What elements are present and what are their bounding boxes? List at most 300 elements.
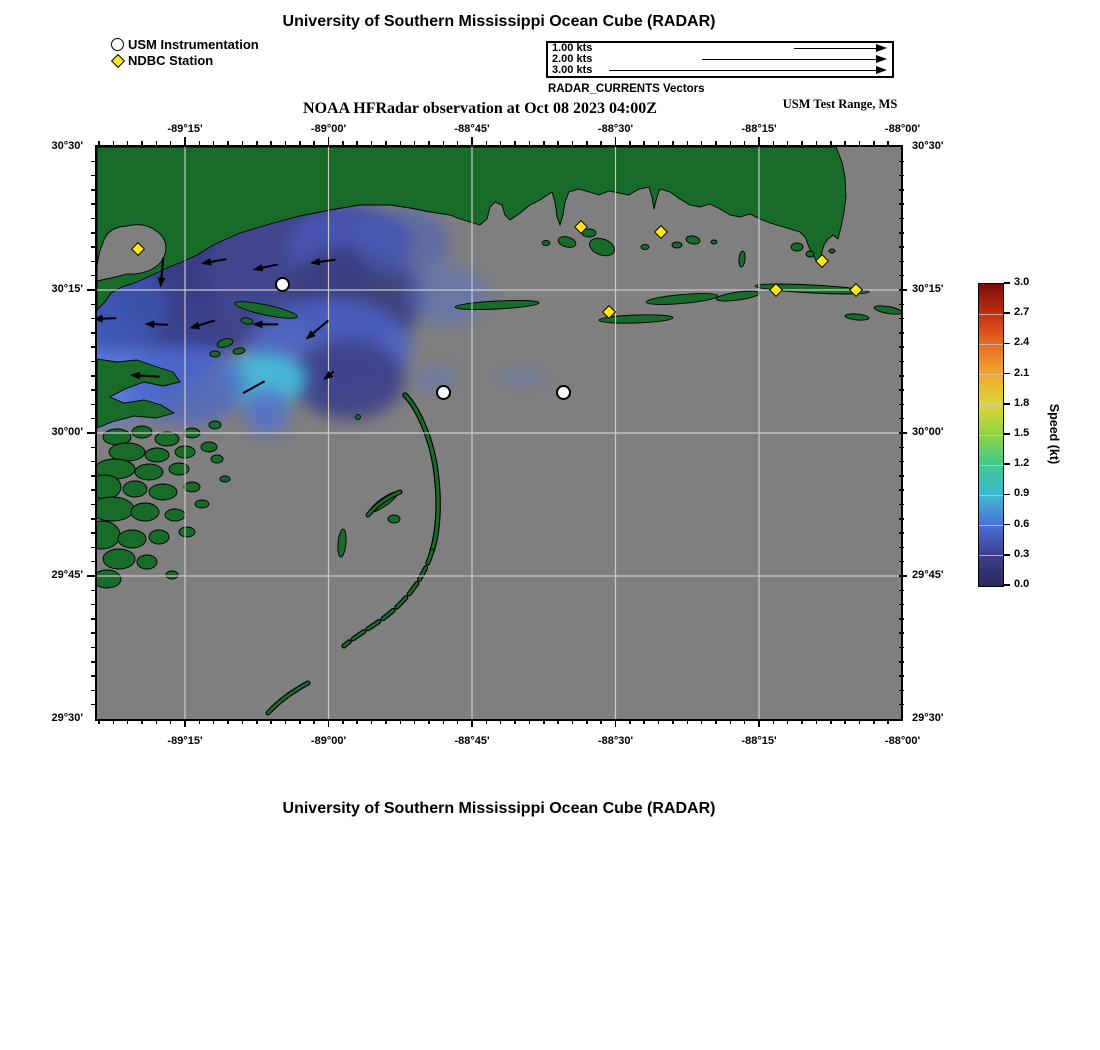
lon-tick xyxy=(486,719,488,724)
marsh-island xyxy=(195,500,209,508)
lon-tick xyxy=(687,141,689,146)
current-vector xyxy=(318,260,336,262)
lon-tick xyxy=(170,719,172,724)
lon-tick xyxy=(443,719,445,724)
lon-tick xyxy=(170,141,172,146)
lat-tick xyxy=(899,432,907,434)
lon-tick xyxy=(672,141,674,146)
lon-tick xyxy=(701,719,703,724)
lon-tick xyxy=(844,141,846,146)
lat-tick xyxy=(899,189,904,191)
lat-tick-label: 30°00' xyxy=(51,426,83,438)
current-vector-head-icon xyxy=(252,321,262,329)
scale-2kt-arrow-head-icon xyxy=(876,55,887,63)
lon-tick-label: -88°30' xyxy=(597,123,634,135)
current-vector xyxy=(209,259,226,262)
lon-tick xyxy=(816,141,818,146)
island xyxy=(356,415,361,420)
scale-1kt-label: 1.00 kts xyxy=(552,42,593,54)
lon-tick xyxy=(141,141,143,146)
lon-tick-label: -88°15' xyxy=(741,735,777,747)
colorbar-tick xyxy=(1004,584,1010,586)
island xyxy=(738,251,745,267)
lat-tick xyxy=(87,289,95,291)
usm-instrumentation-legend-label: USM Instrumentation xyxy=(128,37,259,52)
scale-1kt-arrow-line xyxy=(794,48,877,49)
lat-tick xyxy=(899,489,904,491)
lon-tick xyxy=(199,141,201,146)
lat-tick xyxy=(899,289,907,291)
lat-tick xyxy=(91,532,96,534)
lon-tick xyxy=(529,141,531,146)
lat-tick xyxy=(899,203,904,205)
island xyxy=(845,313,869,321)
colorbar-tick xyxy=(1004,373,1010,375)
lat-tick xyxy=(91,690,96,692)
island xyxy=(210,351,220,357)
lon-tick xyxy=(313,719,315,724)
lat-tick xyxy=(91,647,96,649)
lat-tick-label: 30°30' xyxy=(912,140,944,152)
lon-tick xyxy=(127,719,129,724)
lon-tick xyxy=(859,719,861,724)
lon-tick xyxy=(658,141,660,146)
lon-tick xyxy=(672,719,674,724)
lon-tick xyxy=(514,141,516,146)
lat-tick xyxy=(91,447,96,449)
lon-tick xyxy=(256,141,258,146)
scale-3kt-label: 3.00 kts xyxy=(552,64,593,76)
current-vector xyxy=(243,381,265,393)
marsh-island xyxy=(149,484,177,500)
lon-tick xyxy=(342,719,344,724)
colorbar-tick-label: 1.2 xyxy=(1014,457,1030,470)
island xyxy=(241,317,254,325)
current-vector xyxy=(101,318,117,319)
lat-tick xyxy=(91,661,96,663)
lon-tick xyxy=(600,141,602,146)
vector-scale-caption: RADAR_CURRENTS Vectors xyxy=(548,83,705,95)
lat-tick xyxy=(87,575,95,577)
current-vector-head-icon xyxy=(144,320,154,328)
lon-tick xyxy=(658,719,660,724)
lon-tick xyxy=(572,719,574,724)
page-title: University of Southern Mississippi Ocean Cube (RADAR) xyxy=(282,13,716,30)
lat-tick-label: 30°00' xyxy=(912,426,944,438)
lat-tick xyxy=(899,175,904,177)
marsh-island xyxy=(118,530,146,548)
lon-tick xyxy=(457,719,459,724)
lon-tick xyxy=(400,719,402,724)
island xyxy=(711,240,717,244)
footer-title: University of Southern Mississippi Ocean Cube (RADAR) xyxy=(282,800,716,817)
lat-tick xyxy=(91,461,96,463)
lat-tick xyxy=(91,175,96,177)
colorbar-tick xyxy=(1004,282,1010,284)
speed-colorbar xyxy=(978,283,1004,587)
marsh-island xyxy=(169,463,189,475)
lon-tick xyxy=(227,141,229,146)
lon-tick xyxy=(787,719,789,724)
colorbar-tick-label: 2.7 xyxy=(1014,306,1030,319)
lon-tick xyxy=(313,141,315,146)
lon-tick xyxy=(557,719,559,724)
marsh-island xyxy=(220,476,230,482)
lon-tick xyxy=(687,719,689,724)
lat-tick xyxy=(899,375,904,377)
colorbar-tick xyxy=(1004,343,1010,345)
island xyxy=(672,242,682,248)
lat-tick xyxy=(899,675,904,677)
ndbc-station-legend-icon xyxy=(111,54,125,68)
marsh-island xyxy=(131,503,159,521)
observation-subtitle: NOAA HFRadar observation at Oct 08 2023 04:00Z xyxy=(303,100,657,117)
lon-tick xyxy=(572,141,574,146)
colorbar-tick xyxy=(1004,524,1010,526)
lon-tick xyxy=(471,137,473,145)
marsh-island xyxy=(179,527,195,537)
island xyxy=(337,529,347,558)
lat-tick-label: 30°30' xyxy=(51,140,83,152)
lat-tick xyxy=(91,418,96,420)
lat-tick xyxy=(91,404,96,406)
lat-tick xyxy=(899,532,904,534)
chandeleur-islands xyxy=(268,395,438,713)
current-vector-head-icon xyxy=(310,258,320,266)
marsh-island xyxy=(209,421,221,429)
lon-tick xyxy=(586,141,588,146)
lon-tick xyxy=(615,137,617,145)
marsh-island xyxy=(97,521,120,549)
lon-tick xyxy=(98,141,100,146)
lon-tick xyxy=(299,719,301,724)
colorbar-tick-label: 0.6 xyxy=(1014,517,1030,530)
current-vector xyxy=(138,375,160,376)
lat-tick xyxy=(91,203,96,205)
lon-tick xyxy=(600,719,602,724)
map-area[interactable] xyxy=(51,123,944,747)
lon-tick xyxy=(199,719,201,724)
island xyxy=(233,347,246,355)
lon-tick xyxy=(643,141,645,146)
marsh-island xyxy=(135,464,163,480)
marsh-island xyxy=(109,443,145,461)
colorbar-gridline xyxy=(979,404,1003,405)
lon-tick xyxy=(371,719,373,724)
island xyxy=(388,515,400,523)
lat-tick xyxy=(91,704,96,706)
lat-tick xyxy=(91,304,96,306)
lat-tick xyxy=(899,361,904,363)
ndbc-station-legend-label: NDBC Station xyxy=(128,53,214,68)
lat-tick xyxy=(91,675,96,677)
lat-tick xyxy=(899,346,904,348)
lon-tick xyxy=(873,141,875,146)
lat-tick xyxy=(91,246,96,248)
lon-tick xyxy=(457,141,459,146)
marsh-island xyxy=(155,432,179,446)
colorbar-gridline xyxy=(979,374,1003,375)
lat-tick-label: 30°15' xyxy=(51,283,83,295)
usm-instrumentation-legend-icon xyxy=(111,38,124,51)
colorbar-tick xyxy=(1004,494,1010,496)
lon-tick xyxy=(471,719,473,727)
lat-tick xyxy=(87,432,95,434)
lon-tick-label: -89°00' xyxy=(310,735,347,747)
lon-tick-label: -89°15' xyxy=(167,123,203,135)
lon-tick xyxy=(500,719,502,724)
current-vector-head-icon xyxy=(253,264,264,271)
lon-tick xyxy=(256,719,258,724)
lat-tick xyxy=(899,332,904,334)
marsh-island xyxy=(137,555,157,569)
lon-tick xyxy=(730,719,732,724)
lon-tick xyxy=(543,141,545,146)
lat-tick xyxy=(899,647,904,649)
colorbar-gridline xyxy=(979,344,1003,345)
lon-tick xyxy=(758,719,760,727)
usm-instrumentation-marker[interactable] xyxy=(275,277,290,292)
island xyxy=(874,304,901,316)
lat-tick-label: 29°45' xyxy=(51,569,83,581)
current-vector-head-icon xyxy=(201,258,212,265)
lat-tick xyxy=(91,389,96,391)
lon-tick xyxy=(543,719,545,724)
colorbar-tick xyxy=(1004,403,1010,405)
lat-tick xyxy=(899,504,904,506)
island xyxy=(455,299,539,311)
lat-tick xyxy=(899,418,904,420)
lon-tick xyxy=(443,141,445,146)
lon-tick-label: -89°15' xyxy=(167,735,203,747)
marsh-island xyxy=(211,455,223,463)
colorbar-gridline xyxy=(979,314,1003,315)
colorbar-gridline xyxy=(979,555,1003,556)
lon-tick-label: -89°00' xyxy=(310,123,347,135)
lon-tick xyxy=(500,141,502,146)
lon-tick xyxy=(715,719,717,724)
lon-tick xyxy=(113,719,115,724)
lat-tick xyxy=(91,232,96,234)
lat-tick xyxy=(91,361,96,363)
colorbar-gridline xyxy=(979,435,1003,436)
colorbar-tick xyxy=(1004,312,1010,314)
scale-1kt-arrow-head-icon xyxy=(876,44,887,52)
lon-tick xyxy=(873,719,875,724)
lon-tick xyxy=(127,141,129,146)
lon-tick xyxy=(758,137,760,145)
colorbar-tick-label: 0.3 xyxy=(1014,547,1030,560)
lat-tick xyxy=(91,218,96,220)
lat-tick xyxy=(91,618,96,620)
lon-tick xyxy=(270,719,272,724)
lat-tick-label: 29°30' xyxy=(51,712,83,724)
lat-tick-label: 29°30' xyxy=(912,712,944,724)
colorbar-tick-label: 0.9 xyxy=(1014,487,1030,500)
lon-tick xyxy=(514,719,516,724)
lon-tick xyxy=(227,719,229,724)
scale-2kt-label: 2.00 kts xyxy=(552,53,593,65)
colorbar-gridline xyxy=(979,525,1003,526)
lon-tick xyxy=(744,719,746,724)
lon-tick xyxy=(730,141,732,146)
lat-tick xyxy=(899,518,904,520)
colorbar-title: Speed (kt) xyxy=(1047,403,1061,465)
scale-2kt-arrow-line xyxy=(702,59,877,60)
lat-tick xyxy=(899,604,904,606)
lon-tick-label: -88°00' xyxy=(884,123,921,135)
island xyxy=(829,249,835,253)
lat-tick xyxy=(899,704,904,706)
lon-tick xyxy=(801,719,803,724)
scale-3kt-arrow-head-icon xyxy=(876,66,887,74)
lat-tick xyxy=(899,590,904,592)
marsh-island xyxy=(184,482,200,492)
current-vector-head-icon xyxy=(97,315,103,323)
lat-tick xyxy=(899,261,904,263)
lon-tick xyxy=(859,141,861,146)
lon-tick xyxy=(213,141,215,146)
lon-tick-label: -88°45' xyxy=(454,735,490,747)
lon-tick xyxy=(529,719,531,724)
island xyxy=(685,235,700,245)
marsh-island xyxy=(103,549,135,569)
lat-tick xyxy=(899,661,904,663)
marsh-island xyxy=(149,530,169,544)
lat-tick xyxy=(899,304,904,306)
current-vector xyxy=(197,320,215,325)
marsh-island xyxy=(165,509,185,521)
colorbar-tick-label: 0.0 xyxy=(1014,578,1030,590)
lon-tick xyxy=(773,719,775,724)
lat-tick xyxy=(91,518,96,520)
marsh-island xyxy=(97,570,121,588)
lon-tick xyxy=(715,141,717,146)
colorbar-tick-label: 1.5 xyxy=(1014,427,1030,439)
lon-tick xyxy=(213,719,215,724)
scale-3kt-arrow-line xyxy=(609,70,877,71)
lon-tick xyxy=(486,141,488,146)
lat-tick xyxy=(91,632,96,634)
lat-tick xyxy=(91,561,96,563)
lon-tick xyxy=(830,719,832,724)
lat-tick xyxy=(899,690,904,692)
lat-tick xyxy=(91,346,96,348)
lat-tick xyxy=(899,547,904,549)
vector-scale-box xyxy=(546,41,894,78)
lon-tick xyxy=(285,719,287,724)
lat-tick-label: 30°15' xyxy=(912,283,944,295)
lon-tick xyxy=(414,141,416,146)
lat-tick xyxy=(899,618,904,620)
lon-tick xyxy=(557,141,559,146)
lon-tick-label: -88°45' xyxy=(454,123,490,135)
lon-tick xyxy=(629,719,631,724)
lat-tick xyxy=(899,218,904,220)
lon-tick xyxy=(887,719,889,724)
colorbar-tick xyxy=(1004,463,1010,465)
lon-tick xyxy=(113,141,115,146)
lat-tick xyxy=(899,561,904,563)
lat-tick xyxy=(899,389,904,391)
lon-tick xyxy=(156,719,158,724)
lat-tick xyxy=(91,504,96,506)
lat-tick xyxy=(91,189,96,191)
marsh-arm xyxy=(97,359,180,428)
island xyxy=(542,241,550,246)
lon-tick xyxy=(156,141,158,146)
lon-tick xyxy=(342,141,344,146)
lon-tick xyxy=(629,141,631,146)
lon-tick xyxy=(242,141,244,146)
lon-tick xyxy=(801,141,803,146)
marsh-island xyxy=(201,442,217,452)
lat-tick xyxy=(899,232,904,234)
marsh-island xyxy=(166,571,178,579)
lon-tick xyxy=(184,719,186,727)
lon-tick xyxy=(844,719,846,724)
lat-tick xyxy=(91,475,96,477)
map-canvas[interactable] xyxy=(97,147,901,719)
current-vector-head-icon xyxy=(158,277,166,287)
lon-tick xyxy=(356,141,358,146)
island xyxy=(806,251,814,257)
lat-tick xyxy=(899,461,904,463)
island xyxy=(641,245,649,250)
colorbar-tick xyxy=(1004,433,1010,435)
lon-tick xyxy=(701,141,703,146)
marsh-island xyxy=(132,426,152,438)
lon-tick xyxy=(328,719,330,727)
lat-tick xyxy=(91,261,96,263)
lat-tick xyxy=(91,489,96,491)
lon-tick xyxy=(371,141,373,146)
colorbar-tick-label: 1.8 xyxy=(1014,396,1030,409)
coastline-layer xyxy=(97,147,901,719)
lat-tick xyxy=(91,332,96,334)
lon-tick xyxy=(428,141,430,146)
colorbar-tick-label: 2.1 xyxy=(1014,366,1030,379)
marsh-islands xyxy=(97,421,230,588)
island xyxy=(791,243,803,251)
lon-tick xyxy=(270,141,272,146)
test-range-label: USM Test Range, MS xyxy=(782,97,898,111)
colorbar-gridline xyxy=(979,465,1003,466)
marsh-island xyxy=(145,448,169,462)
lat-tick xyxy=(899,318,904,320)
island xyxy=(216,337,234,349)
lon-tick xyxy=(385,719,387,724)
current-vector xyxy=(152,324,168,325)
lon-tick xyxy=(787,141,789,146)
lon-tick xyxy=(428,719,430,724)
lon-tick xyxy=(385,141,387,146)
lat-tick xyxy=(899,575,907,577)
lon-tick xyxy=(328,137,330,145)
lat-tick xyxy=(91,375,96,377)
colorbar-tick xyxy=(1004,554,1010,556)
lon-tick xyxy=(744,141,746,146)
lat-tick xyxy=(91,590,96,592)
lon-tick xyxy=(586,719,588,724)
current-vector xyxy=(261,264,278,268)
lon-tick xyxy=(830,141,832,146)
lon-tick-label: -88°00' xyxy=(884,735,921,747)
island xyxy=(587,235,617,259)
lon-tick xyxy=(400,141,402,146)
lat-tick xyxy=(899,246,904,248)
lon-tick xyxy=(816,719,818,724)
